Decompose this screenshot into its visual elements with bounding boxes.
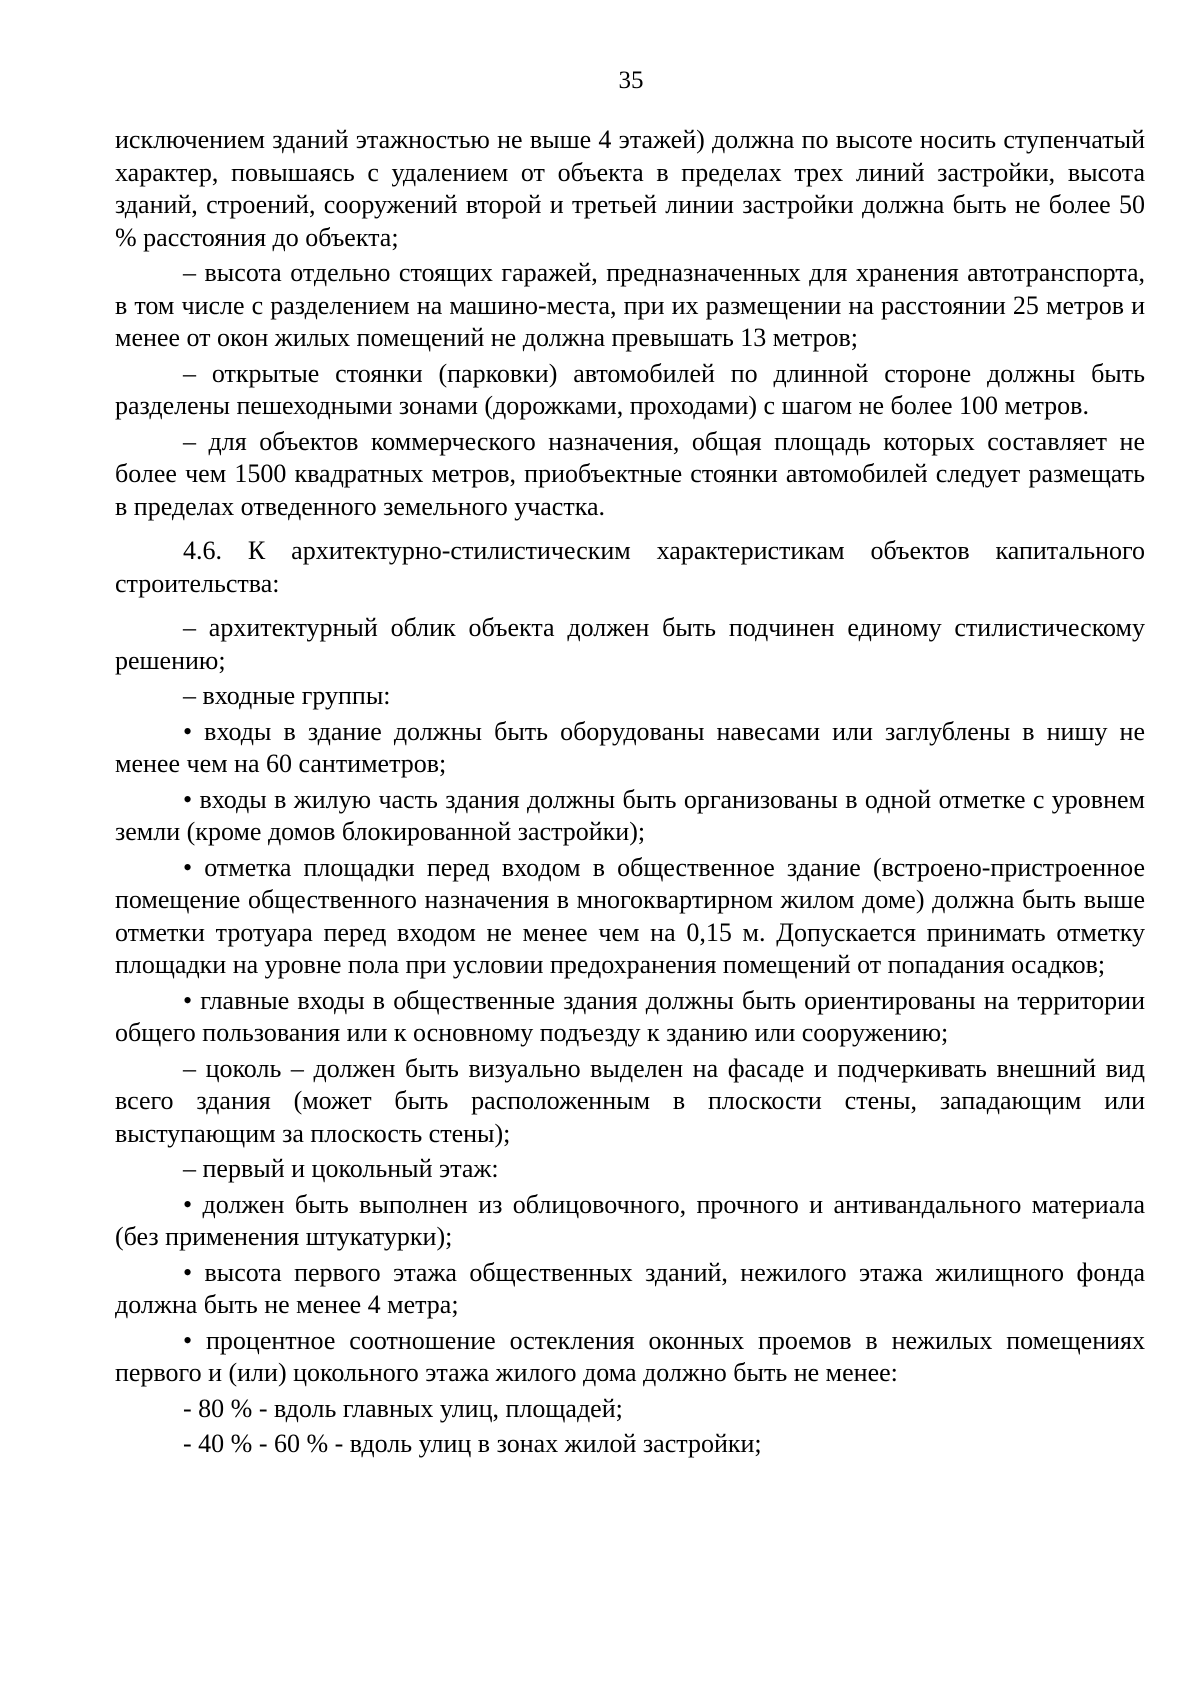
bullet-entrance-canopies: • входы в здание должны быть оборудованы навесами или заглублены в нишу не менее чем на 60 сантиметров; bbox=[115, 716, 1145, 778]
paragraph-ground-floor: – первый и цокольный этаж: bbox=[183, 1154, 499, 1183]
document-body bbox=[115, 124, 1145, 1464]
paragraph-commercial-parking: – для объектов коммерческого назначения, общая площадь которых составляет не более чем 1500 квадратных метров, приобъектные стоянки автомобилей следует размещать в пределах отведенного земельного участка. bbox=[115, 426, 1145, 521]
page-number: 35 bbox=[618, 67, 644, 94]
bullet-facing-material: • должен быть выполнен из облицовочного, прочного и антивандального материала (без применения штукатурки); bbox=[115, 1189, 1145, 1251]
bullet-entrance-platform-level: • отметка площадки перед входом в общественное здание (встроено-пристроенное помещение общественного назначения в многоквартирном жилом доме) должна быть выше отметки тротуара перед входом не менее чем на 0,15 м. Допускается принимать отметку площадки на уровне пола при условии предохранения помещений от попадания осадков; bbox=[115, 852, 1145, 979]
bullet-main-entrances-orientation: • главные входы в общественные здания должны быть ориентированы на территории общего пользования или к основному подъезду к зданию или сооружению; bbox=[115, 985, 1145, 1047]
paragraph-open-parking: – открытые стоянки (парковки) автомобилей по длинной стороне должны быть разделены пешеходными зонами (дорожками, проходами) с шагом не более 100 метров. bbox=[115, 358, 1145, 420]
paragraph-plinth: – цоколь – должен быть визуально выделен на фасаде и подчеркивать внешний вид всего здания (может быть расположенным в плоскости стены, западающим или выступающим за плоскость стены); bbox=[115, 1053, 1145, 1148]
glazing-residential-streets: - 40 % - 60 % - вдоль улиц в зонах жилой застройки; bbox=[183, 1429, 762, 1458]
paragraph-garage-height: – высота отдельно стоящих гаражей, предназначенных для хранения автотранспорта, в том числе с разделением на машино-места, при их размещении на расстоянии 25 метров и менее от окон жилых помещений не должна превышать 13 метров; bbox=[115, 258, 1145, 352]
bullet-residential-entrance-level: • входы в жилую часть здания должны быть организованы в одной отметке с уровнем земли (кроме домов блокированной застройки); bbox=[115, 784, 1145, 846]
bullet-first-floor-height: • высота первого этажа общественных зданий, нежилого этажа жилищного фонда должна быть не менее 4 метра; bbox=[115, 1257, 1145, 1319]
bullet-glazing-ratio: • процентное соотношение остекления оконных проемов в нежилых помещениях первого и (или) цокольного этажа жилого дома должно быть не менее: bbox=[115, 1325, 1145, 1387]
paragraph-architectural-appearance: – архитектурный облик объекта должен быть подчинен единому стилистическому решению; bbox=[115, 613, 1145, 675]
paragraph-entrance-groups: – входные группы: bbox=[183, 681, 391, 710]
section-heading-4-6: 4.6. К архитектурно-стилистическим характеристикам объектов капитального строительства: bbox=[115, 536, 1145, 598]
paragraph-building-height-continuation: исключением зданий этажностью не выше 4 этажей) должна по высоте носить ступенчатый характер, повышаясь с удалением от объекта в пределах трех линий застройки, высота зданий, строений, сооружений второй и третьей линии застройки должна быть не более 50 % расстояния до объекта; bbox=[115, 125, 1145, 252]
glazing-main-streets: - 80 % - вдоль главных улиц, площадей; bbox=[183, 1393, 623, 1423]
